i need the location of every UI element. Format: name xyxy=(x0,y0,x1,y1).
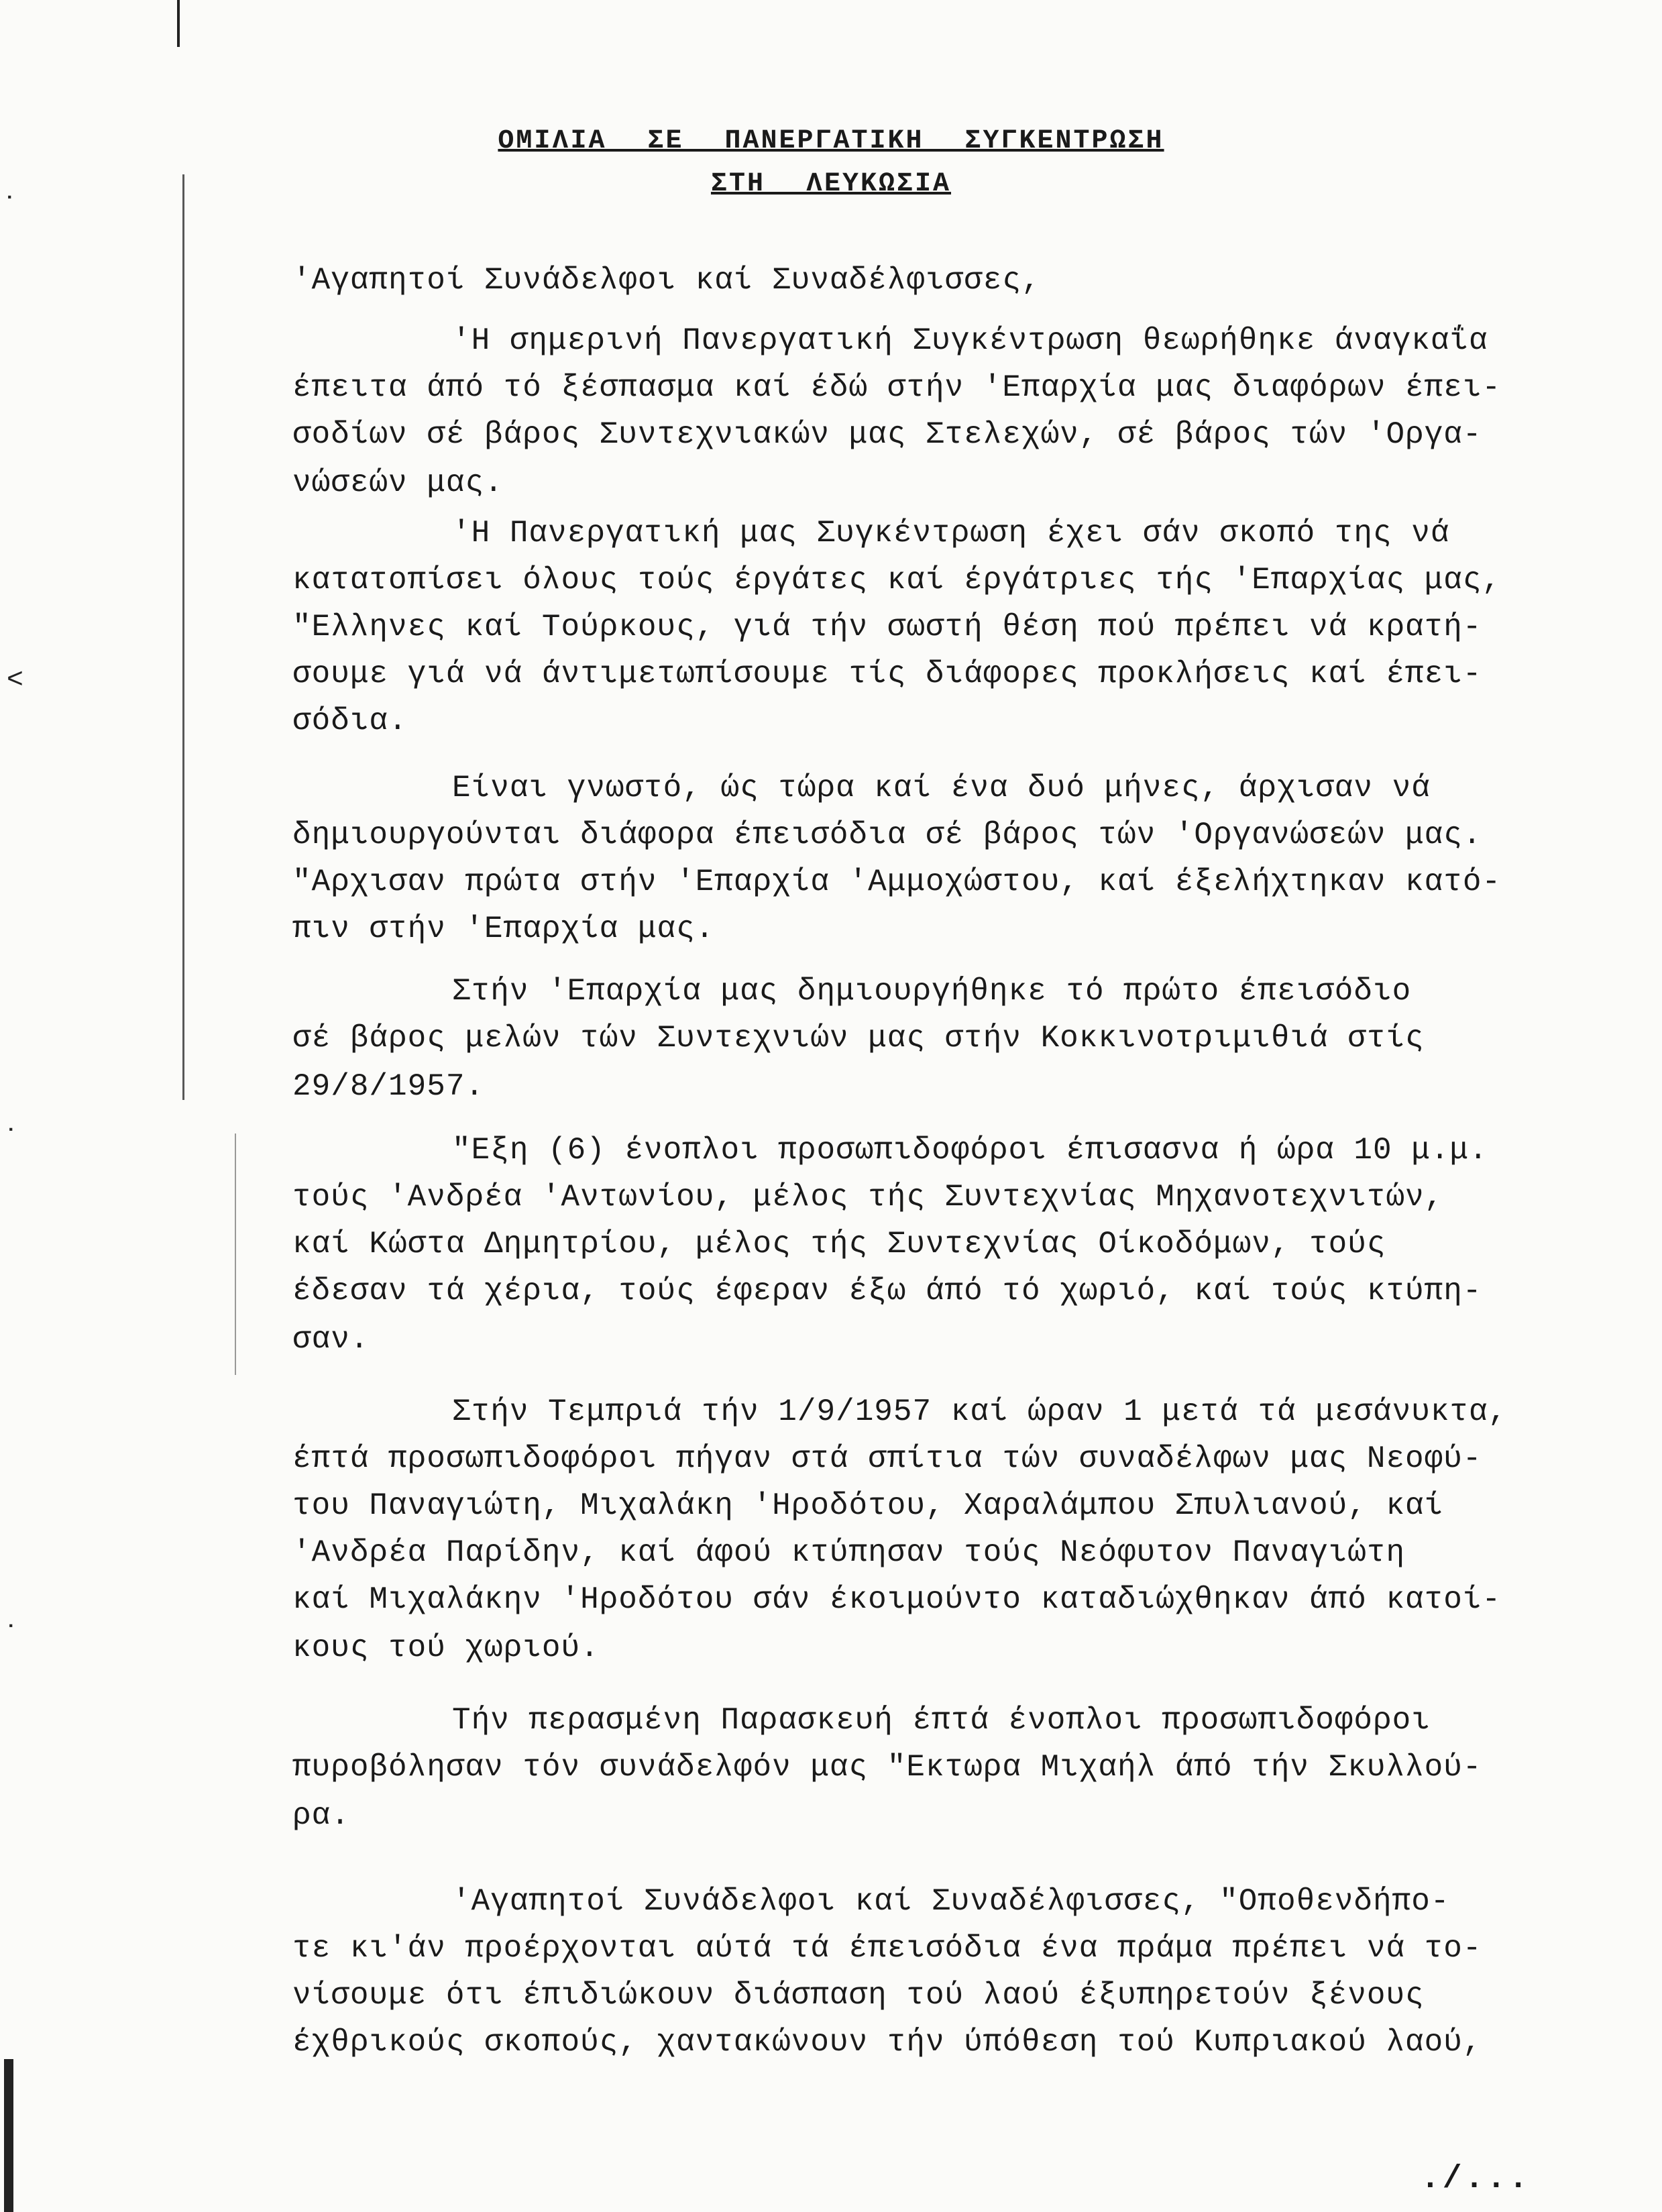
text-line: Στήν Τεμπριά τήν 1/9/1957 καί ώραν 1 μετά τά μεσάνυκτα, xyxy=(452,1394,1508,1429)
text-line: σόδια. xyxy=(292,704,408,738)
punch-mark: ᐧ xyxy=(5,184,13,216)
text-line: 'Ανδρέα Παρίδην, καί άφού κτύπησαν τούς Νεόφυτον Παναγιώτη xyxy=(292,1535,1406,1570)
text-line: καί Κώστα Δημητρίου, μέλος τής Συντεχνίας Οίκοδόμων, τούς xyxy=(292,1227,1386,1262)
text-line: σουμε γιά νά άντιμετωπίσουμε τίς διάφορες προκλήσεις καί έπει- xyxy=(292,657,1482,692)
margin-line-lower xyxy=(235,1133,236,1375)
text-line: 'Αγαπητοί Συνάδελφοι καί Συναδέλφισσες, "Οποθενδήπο- xyxy=(452,1884,1450,1919)
text-line: καί Μιχαλάκην 'Ηροδότου σάν έκοιμούντο καταδιώχθηκαν άπό κατοί- xyxy=(292,1582,1502,1617)
text-line: τε κι'άν προέρχονται αύτά τά έπεισόδια ένα πράμα πρέπει νά το- xyxy=(292,1931,1482,1966)
text-line: έδεσαν τά χέρια, τούς έφεραν έξω άπό τό χωριό, καί τούς κτύπη- xyxy=(292,1274,1482,1309)
text-line: κατατοπίσει όλους τούς έργάτες καί έργάτριες τής 'Επαρχίας μας, xyxy=(292,563,1502,598)
punch-mark: ᐧ xyxy=(7,1116,14,1148)
text-line: "Αρχισαν πρώτα στήν 'Επαρχία 'Αμμοχώστου, καί έξελήχτηκαν κατό- xyxy=(292,865,1502,899)
margin-line xyxy=(182,174,184,1100)
text-line: σέ βάρος μελών τών Συντεχνιών μας στήν Κοκκινοτριμιθιά στίς xyxy=(292,1021,1425,1056)
binding-edge-line xyxy=(177,0,180,47)
text-line: Στήν 'Επαρχία μας δημιουργήθηκε τό πρώτο έπεισόδιο xyxy=(452,974,1412,1009)
punch-mark: ᐧ xyxy=(7,1612,14,1645)
text-line: τούς 'Ανδρέα 'Αντωνίου, μέλος τής Συντεχνίας Μηχανοτεχνιτών, xyxy=(292,1180,1444,1215)
punch-mark: ˂ xyxy=(7,664,24,696)
text-line: έπτά προσωπιδοφόροι πήγαν στά σπίτια τών συναδέλφων μας Νεοφύ- xyxy=(292,1441,1482,1476)
text-line: 29/8/1957. xyxy=(292,1069,485,1104)
document-title-line2: ΣΤΗ ΛΕΥΚΩΣΙΑ xyxy=(710,169,952,199)
text-line: νίσουμε ότι έπιδιώκουν διάσπαση τού λαού έξυπηρετούν ξένους xyxy=(292,1978,1425,2013)
text-line: Είναι γνωστό, ώς τώρα καί ένα δυό μήνες, άρχισαν νά xyxy=(452,771,1431,806)
text-line: 'Η Πανεργατική μας Συγκέντρωση έχει σάν σκοπό της νά xyxy=(452,516,1450,551)
text-line: έχθρικούς σκοπούς, χαντακώνουν τήν ύπόθεση τού Κυπριακού λαού, xyxy=(292,2025,1482,2060)
text-line: σοδίων σέ βάρος Συντεχνιακών μας Στελεχών, σέ βάρος τών 'Οργα- xyxy=(292,417,1482,452)
text-line: 'Αγαπητοί Συνάδελφοι καί Συναδέλφισσες, xyxy=(292,263,1041,298)
text-line: έπειτα άπό τό ξέσπασμα καί έδώ στήν 'Επαρχία μας διαφόρων έπει- xyxy=(292,370,1502,405)
continuation-mark: ./... xyxy=(1421,2161,1531,2197)
document-title-line1: ΟΜΙΛΙΑ ΣΕ ΠΑΝΕΡΓΑΤΙΚΗ ΣΥΓΚΕΝΤΡΩΣΗ xyxy=(498,126,1164,156)
text-line: ρα. xyxy=(292,1798,350,1833)
text-line: πυροβόλησαν τόν συνάδελφόν μας "Εκτωρα Μιχαήλ άπό τήν Σκυλλού- xyxy=(292,1750,1482,1785)
text-line: "Εξη (6) ένοπλοι προσωπιδοφόροι έπισασνα ή ώρα 10 μ.μ. xyxy=(452,1133,1488,1168)
text-line: σαν. xyxy=(292,1322,370,1357)
text-line: δημιουργούνται διάφορα έπεισόδια σέ βάρος τών 'Οργανώσεών μας. xyxy=(292,818,1482,852)
text-line: 'Η σημερινή Πανεργατική Συγκέντρωση θεωρήθηκε άναγκαΐα xyxy=(452,323,1488,358)
text-line: κους τού χωριού. xyxy=(292,1630,600,1665)
text-line: του Παναγιώτη, Μιχαλάκη 'Ηροδότου, Χαραλάμπου Σπυλιανού, καί xyxy=(292,1488,1444,1523)
text-line: νώσεών μας. xyxy=(292,465,504,500)
text-line: πιν στήν 'Επαρχία μας. xyxy=(292,911,715,946)
binding-edge-bottom xyxy=(4,2059,13,2212)
text-line: "Ελληνες καί Τούρκους, γιά τήν σωστή θέση πού πρέπει νά κρατή- xyxy=(292,610,1482,645)
text-line: Τήν περασμένη Παρασκευή έπτά ένοπλοι προσωπιδοφόροι xyxy=(452,1703,1431,1738)
